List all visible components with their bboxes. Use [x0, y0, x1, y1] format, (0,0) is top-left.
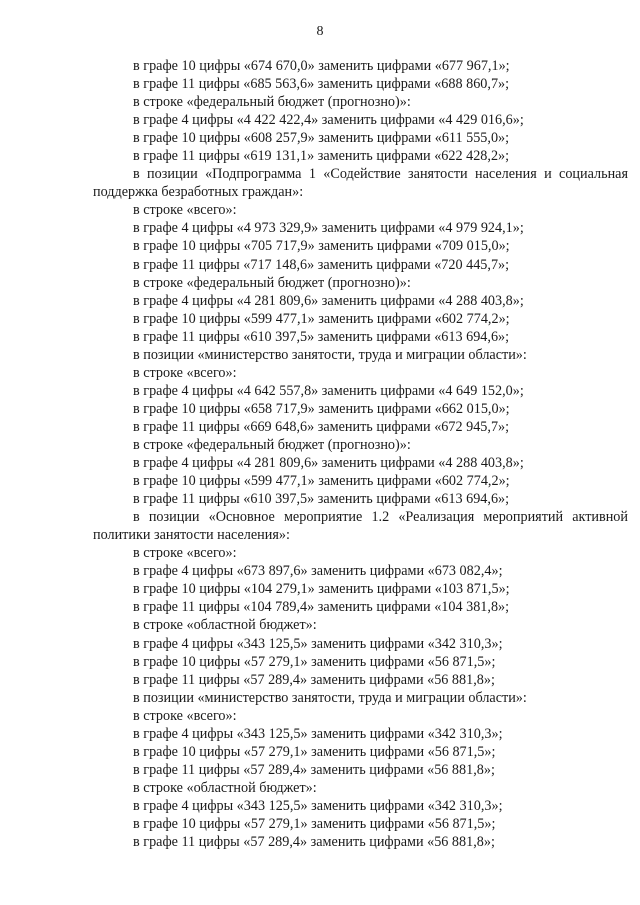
text-line: в графе 4 цифры «4 973 329,9» заменить цифрами «4 979 924,1»;	[133, 220, 524, 237]
text-line: в графе 10 цифры «104 279,1» заменить цифрами «103 871,5»;	[133, 581, 510, 598]
text-line: в графе 10 цифры «705 717,9» заменить цифрами «709 015,0»;	[133, 238, 510, 255]
text-line: в графе 11 цифры «104 789,4» заменить цифрами «104 381,8»;	[133, 599, 510, 616]
text-line: в графе 11 цифры «57 289,4» заменить цифрами «56 881,8»;	[133, 834, 495, 851]
text-line: в графе 4 цифры «4 422 422,4» заменить цифрами «4 429 016,6»;	[133, 112, 524, 129]
text-line: в позиции «Основное мероприятие 1.2 «Реализация мероприятий активной	[133, 509, 628, 526]
text-line: в графе 10 цифры «57 279,1» заменить цифрами «56 871,5»;	[133, 815, 496, 832]
text-line: в графе 10 цифры «57 279,1» заменить цифрами «56 871,5»;	[133, 653, 496, 670]
text-line: в графе 4 цифры «343 125,5» заменить цифрами «342 310,3»;	[133, 635, 503, 652]
page-number: 8	[316, 24, 324, 39]
text-line: в строке «всего»:	[133, 707, 237, 724]
document-body	[93, 57, 628, 851]
text-line: в строке «федеральный бюджет (прогнозно)»:	[133, 94, 411, 111]
text-line: в графе 10 цифры «599 477,1» заменить цифрами «602 774,2»;	[133, 473, 510, 490]
text-line: в графе 11 цифры «669 648,6» заменить цифрами «672 945,7»;	[133, 418, 510, 435]
text-line: в графе 10 цифры «57 279,1» заменить цифрами «56 871,5»;	[133, 743, 496, 760]
text-line: в строке «всего»:	[133, 364, 237, 381]
text-line: в графе 4 цифры «4 281 809,6» заменить цифрами «4 288 403,8»;	[133, 292, 524, 309]
text-line: в графе 4 цифры «4 642 557,8» заменить цифрами «4 649 152,0»;	[133, 382, 524, 399]
text-line: в позиции «министерство занятости, труда и миграции области»:	[133, 346, 527, 363]
text-line: в графе 11 цифры «57 289,4» заменить цифрами «56 881,8»;	[133, 761, 495, 778]
text-line: в графе 11 цифры «57 289,4» заменить цифрами «56 881,8»;	[133, 671, 495, 688]
text-line: в графе 11 цифры «610 397,5» заменить цифрами «613 694,6»;	[133, 328, 510, 345]
text-line: в графе 4 цифры «4 281 809,6» заменить цифрами «4 288 403,8»;	[133, 455, 524, 472]
text-line: в строке «всего»:	[133, 202, 237, 219]
text-line: в строке «всего»:	[133, 545, 237, 562]
text-line: политики занятости населения»:	[93, 527, 290, 544]
text-line: в графе 11 цифры «619 131,1» заменить цифрами «622 428,2»;	[133, 148, 510, 165]
text-line: в позиции «Подпрограмма 1 «Содействие занятости населения и социальная	[133, 166, 628, 183]
text-line: в графе 10 цифры «658 717,9» заменить цифрами «662 015,0»;	[133, 400, 510, 417]
text-line: в графе 10 цифры «674 670,0» заменить цифрами «677 967,1»;	[133, 58, 510, 74]
text-line: в строке «областной бюджет»:	[133, 779, 317, 796]
text-line: в позиции «министерство занятости, труда и миграции области»:	[133, 689, 527, 706]
text-line: поддержка безработных граждан»:	[93, 184, 304, 201]
text-line: в графе 4 цифры «673 897,6» заменить цифрами «673 082,4»;	[133, 563, 503, 580]
text-line: в графе 4 цифры «343 125,5» заменить цифрами «342 310,3»;	[133, 725, 503, 742]
text-line: в строке «областной бюджет»:	[133, 617, 317, 634]
text-line: в графе 10 цифры «599 477,1» заменить цифрами «602 774,2»;	[133, 310, 510, 327]
text-line: в графе 11 цифры «610 397,5» заменить цифрами «613 694,6»;	[133, 491, 510, 508]
text-line: в графе 10 цифры «608 257,9» заменить цифрами «611 555,0»;	[133, 130, 510, 147]
text-line: в графе 4 цифры «343 125,5» заменить цифрами «342 310,3»;	[133, 797, 503, 814]
text-line: в графе 11 цифры «685 563,6» заменить цифрами «688 860,7»;	[133, 76, 510, 93]
text-line: в графе 11 цифры «717 148,6» заменить цифрами «720 445,7»;	[133, 256, 510, 273]
text-line: в строке «федеральный бюджет (прогнозно)»:	[133, 274, 411, 291]
text-line: в строке «федеральный бюджет (прогнозно)»:	[133, 436, 411, 453]
